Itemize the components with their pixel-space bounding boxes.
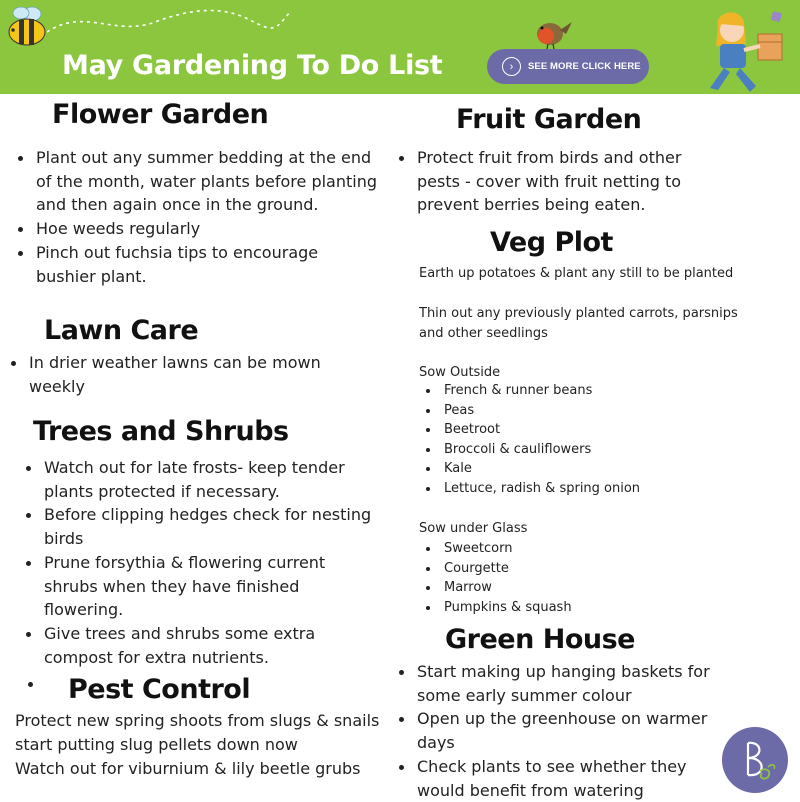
list-item: French & runner beans <box>424 381 724 401</box>
list-item: Start making up hanging baskets for some early summer colour <box>397 660 737 707</box>
veg-plot-line: Thin out any previously planted carrots, parsnips and other seedlings <box>419 306 738 341</box>
trees-shrubs-list <box>24 456 374 669</box>
header-banner <box>0 0 800 94</box>
sow-outside-label: Sow Outside <box>419 365 501 380</box>
arrow-right-icon: › <box>502 57 521 76</box>
lawn-care-list <box>9 351 364 398</box>
list-item: Watch out for late frosts- keep tender plants protected if necessary. <box>24 456 374 503</box>
pest-control-line: Watch out for viburnium & lily beetle grubs <box>15 759 361 778</box>
list-item: Check plants to see whether they would benefit from watering <box>397 755 737 802</box>
list-item: Pumpkins & squash <box>424 598 724 618</box>
list-item: Kale <box>424 459 724 479</box>
list-item: Hoe weeds regularly <box>16 217 381 241</box>
list-item: Before clipping hedges check for nesting birds <box>24 503 374 550</box>
brand-logo-badge[interactable] <box>722 727 788 793</box>
list-item: Peas <box>424 401 724 421</box>
sow-glass-list <box>424 539 724 617</box>
green-house-heading: Green House <box>445 624 635 655</box>
list-item: In drier weather lawns can be mown weekly <box>9 351 364 398</box>
sow-outside-list <box>424 381 724 499</box>
veg-plot-line: Earth up potatoes & plant any still to be planted <box>419 266 734 281</box>
lawn-care-heading: Lawn Care <box>44 315 199 346</box>
pest-control-heading: Pest Control <box>68 674 251 705</box>
list-item: Lettuce, radish & spring onion <box>424 479 724 499</box>
brand-logo-icon <box>722 727 788 793</box>
list-item: Pinch out fuchsia tips to encourage bushier plant. <box>16 241 381 288</box>
bee-icon <box>2 4 50 48</box>
list-item: Courgette <box>424 559 724 579</box>
list-item: Open up the greenhouse on warmer days <box>397 707 737 754</box>
delivery-girl-illustration <box>700 4 796 98</box>
flower-garden-heading: Flower Garden <box>52 99 269 130</box>
sow-glass-label: Sow under Glass <box>419 521 528 536</box>
list-item: Give trees and shrubs some extra compost for extra nutrients. <box>24 622 374 669</box>
trees-shrubs-heading: Trees and Shrubs <box>33 416 289 447</box>
fruit-garden-list <box>397 146 727 217</box>
pest-control-line: Protect new spring shoots from slugs & snails start putting slug pellets down now <box>15 711 380 754</box>
list-item: Broccoli & cauliflowers <box>424 440 724 460</box>
fruit-garden-heading: Fruit Garden <box>456 104 642 135</box>
veg-plot-heading: Veg Plot <box>490 227 613 258</box>
green-house-list <box>397 660 737 802</box>
list-item: Plant out any summer bedding at the end of the month, water plants before planting and then again once in the ground. <box>16 146 381 217</box>
see-more-button[interactable] <box>487 49 649 84</box>
dotted-path-icon <box>45 2 295 42</box>
list-item: Marrow <box>424 578 724 598</box>
see-more-label: SEE MORE CLICK HERE <box>528 61 641 72</box>
page-title: May Gardening To Do List <box>62 50 443 81</box>
list-item: Prune forsythia & flowering current shrubs when they have finished flowering. <box>24 551 374 622</box>
bullet-dot <box>28 682 33 687</box>
list-item: Sweetcorn <box>424 539 724 559</box>
list-item: Protect fruit from birds and other pests - cover with fruit netting to prevent berries being eaten. <box>397 146 727 217</box>
robin-bird-icon <box>530 14 574 50</box>
list-item: Beetroot <box>424 420 724 440</box>
flower-garden-list <box>16 146 381 288</box>
